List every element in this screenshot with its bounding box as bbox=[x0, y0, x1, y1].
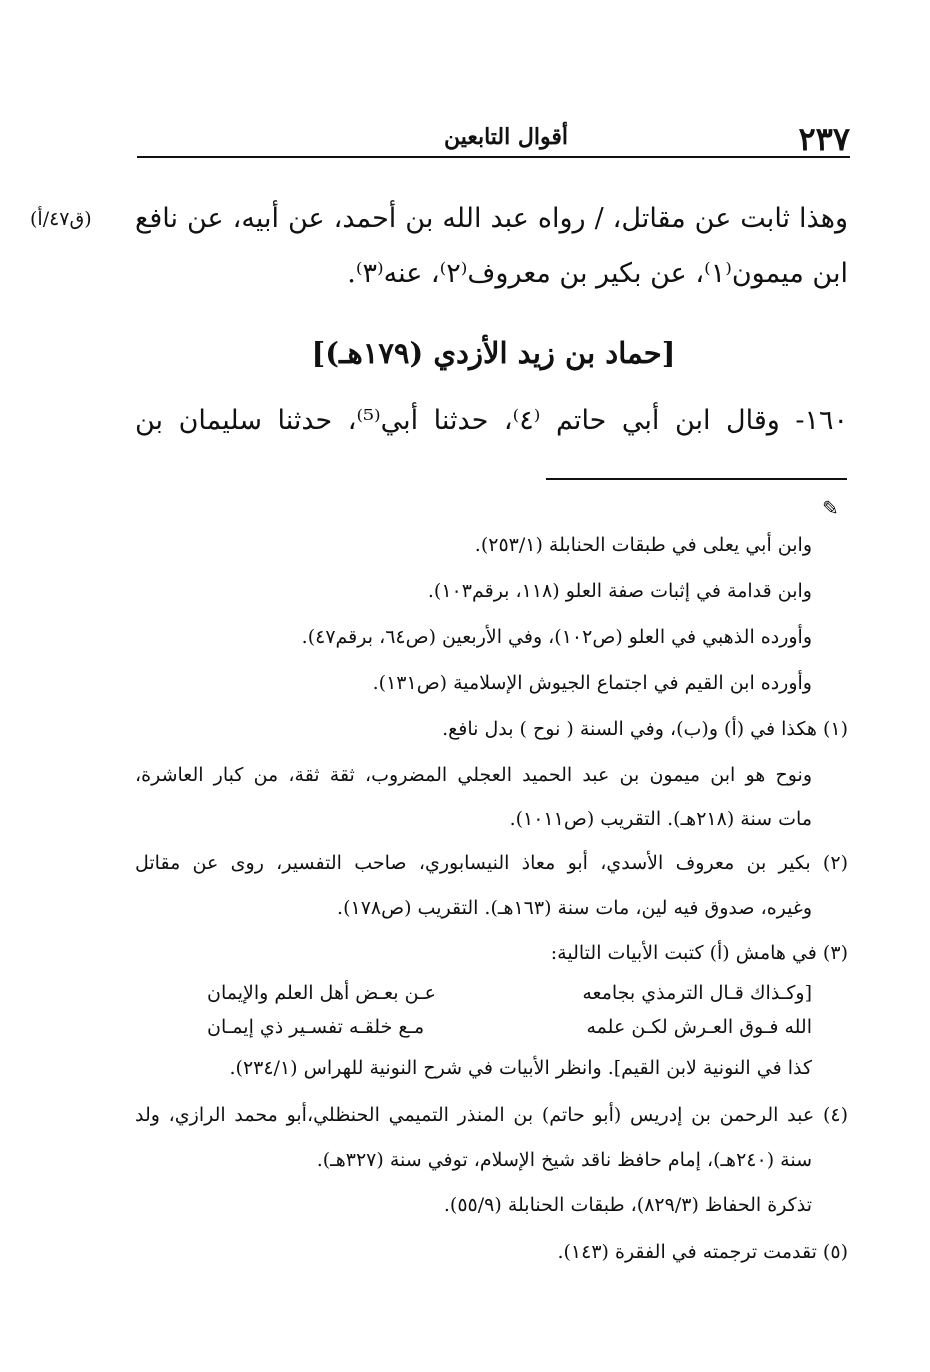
verse-1-second-hemistich: عـن بعـض أهل العلم والإيمان bbox=[207, 982, 436, 1004]
footnote-5: (٥) تقدمت ترجمته في الفقرة (١٤٣). bbox=[557, 1241, 848, 1263]
footnote-1: (١) هكذا في (أ) و(ب)، وفي السنة ( نوح ) بدل نافع. bbox=[442, 718, 848, 740]
body-line-2: ابن ميمون⁽١⁾، عن بكير بن معروف⁽٢⁾، عنه⁽٣⁾. bbox=[347, 258, 848, 289]
page-header bbox=[137, 118, 850, 158]
footnote-1-line: مات سنة (٢١٨هـ). التقريب (ص١٠١١). bbox=[509, 808, 812, 830]
verse-1-first-hemistich: [وكـذاك قـال الترمذي بجامعه bbox=[582, 982, 812, 1004]
footnote-2: (٢) بكير بن معروف الأسدي، أبو معاذ النيسابوري، صاحب التفسير، روى عن مقاتل bbox=[135, 852, 848, 874]
footnote-4-line: سنة (٢٤٠هـ)، إمام حافظ ناقد شيخ الإسلام، توفي سنة (٣٢٧هـ). bbox=[316, 1149, 812, 1171]
header-rule bbox=[137, 156, 850, 158]
section-heading: [حماد بن زيد الأزدي (١٧٩هـ)] bbox=[311, 336, 676, 370]
body-line-3: ١٦٠- وقال ابن أبي حاتم ⁽٤⁾، حدثنا أبي⁽⁵⁾، حدثنا سليمان بن bbox=[135, 405, 848, 436]
footnote-3-line: كذا في النونية لابن القيم]. وانظر الأبيات في شرح النونية للهراس (٢٣٤/١). bbox=[229, 1057, 812, 1079]
page-number: ٢٣٧ bbox=[798, 120, 850, 158]
footnote-continued-line: وابن أبي يعلى في طبقات الحنابلة (٢٥٣/١). bbox=[474, 534, 812, 556]
footnote-1-line: ونوح هو ابن ميمون بن عبد الحميد العجلي المضروب، ثقة ثقة، من كبار العاشرة، bbox=[135, 764, 812, 786]
footnote-2-line: وغيره، صدوق فيه لين، مات سنة (١٦٣هـ). التقريب (ص١٧٨). bbox=[337, 897, 812, 919]
footnote-3: (٣) في هامش (أ) كتبت الأبيات التالية: bbox=[550, 942, 848, 964]
footnote-continued-line: وأورده الذهبي في العلو (ص١٠٢)، وفي الأربعين (ص٦٤، برقم٤٧). bbox=[301, 626, 812, 648]
verse-2-first-hemistich: الله فـوق العـرش لكـن علمه bbox=[586, 1016, 812, 1038]
footnote-continued-line: وابن قدامة في إثبات صفة العلو (١١٨، برقم١٠٣). bbox=[427, 580, 812, 602]
pen-icon: ✎ bbox=[822, 496, 839, 520]
margin-folio-note: (ق٤٧/أ) bbox=[30, 208, 92, 230]
running-title: أقوال التابعين bbox=[443, 124, 568, 150]
body-line-1: وهذا ثابت عن مقاتل، / رواه عبد الله بن أحمد، عن أبيه، عن نافع bbox=[135, 203, 848, 234]
footnote-rule bbox=[546, 478, 847, 480]
verse-2-second-hemistich: مـع خلقـه تفسـير ذي إيمـان bbox=[207, 1016, 425, 1038]
footnote-4-line: تذكرة الحفاظ (٨٢٩/٣)، طبقات الحنابلة (٥٥/٩). bbox=[443, 1194, 812, 1216]
footnote-continued-line: وأورده ابن القيم في اجتماع الجيوش الإسلامية (ص١٣١). bbox=[372, 672, 812, 694]
footnote-4: (٤) عبد الرحمن بن إدريس (أبو حاتم) بن المنذر التميمي الحنظلي،أبو محمد الرازي، ولد bbox=[135, 1104, 848, 1126]
